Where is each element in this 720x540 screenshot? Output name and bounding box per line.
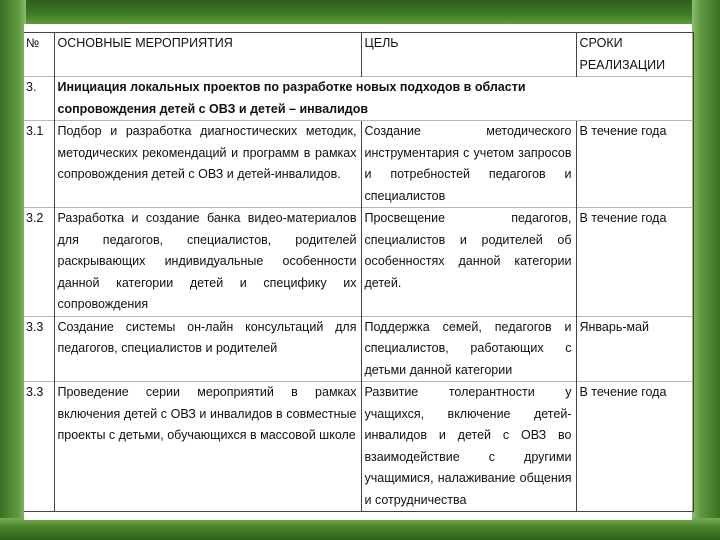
- row-goal: Просвещение педагогов, специалистов и родителей об особенностях данной категории детей.: [361, 208, 576, 317]
- frame-right-border: [692, 0, 720, 540]
- header-num: №: [24, 33, 54, 77]
- row-term: Январь-май: [576, 316, 693, 382]
- frame-left-border: [0, 0, 26, 540]
- row-num: 3.1: [24, 121, 54, 208]
- row-term: В течение года: [576, 121, 693, 208]
- row-activity: Создание системы он-лайн консультаций для педагогов, специалистов и родителей: [54, 316, 361, 382]
- row-num: 3.2: [24, 208, 54, 317]
- row-activity: Подбор и разработка диагностических методик, методических рекомендаций и программ в рамках сопровождения детей с ОВЗ и детей-инвалидов.: [54, 121, 361, 208]
- header-goal: ЦЕЛЬ: [361, 33, 576, 77]
- section-title: Инициация локальных проектов по разработке новых подходов в области сопровождения детей с ОВЗ и детей – инвалидов: [54, 77, 693, 121]
- header-terms: СРОКИ РЕАЛИЗАЦИИ: [576, 33, 693, 77]
- header-activities: ОСНОВНЫЕ МЕРОПРИЯТИЯ: [54, 33, 361, 77]
- section-num: 3.: [24, 77, 54, 121]
- row-activity: Разработка и создание банка видео-материалов для педагогов, специалистов, родителей раскрывающих индивидуальные особенности данной категории детей и специфику их сопровождения: [54, 208, 361, 317]
- frame-top-border: [0, 0, 720, 24]
- plan-table: [24, 32, 694, 512]
- table-row: [24, 208, 693, 317]
- frame-bottom-border: [0, 518, 720, 540]
- row-goal: Поддержка семей, педагогов и специалистов, работающих с детьми данной категории: [361, 316, 576, 382]
- table-row: [24, 316, 693, 382]
- row-goal: Развитие толерантности у учащихся, включение детей-инвалидов и детей с ОВЗ во взаимодействие с другими учащимися, налаживание общения и сотрудничества: [361, 382, 576, 512]
- row-num: 3.3: [24, 316, 54, 382]
- row-num: 3.3: [24, 382, 54, 512]
- table-row: [24, 382, 693, 512]
- row-term: В течение года: [576, 382, 693, 512]
- row-term: В течение года: [576, 208, 693, 317]
- section-row: [24, 77, 693, 121]
- row-goal: Создание методического инструментария с учетом запросов и потребностей педагогов и специалистов: [361, 121, 576, 208]
- table-row: [24, 121, 693, 208]
- row-activity: Проведение серии мероприятий в рамках включения детей с ОВЗ и инвалидов в совместные проекты с детьми, обучающихся в массовой школе: [54, 382, 361, 512]
- table-header-row: [24, 33, 693, 77]
